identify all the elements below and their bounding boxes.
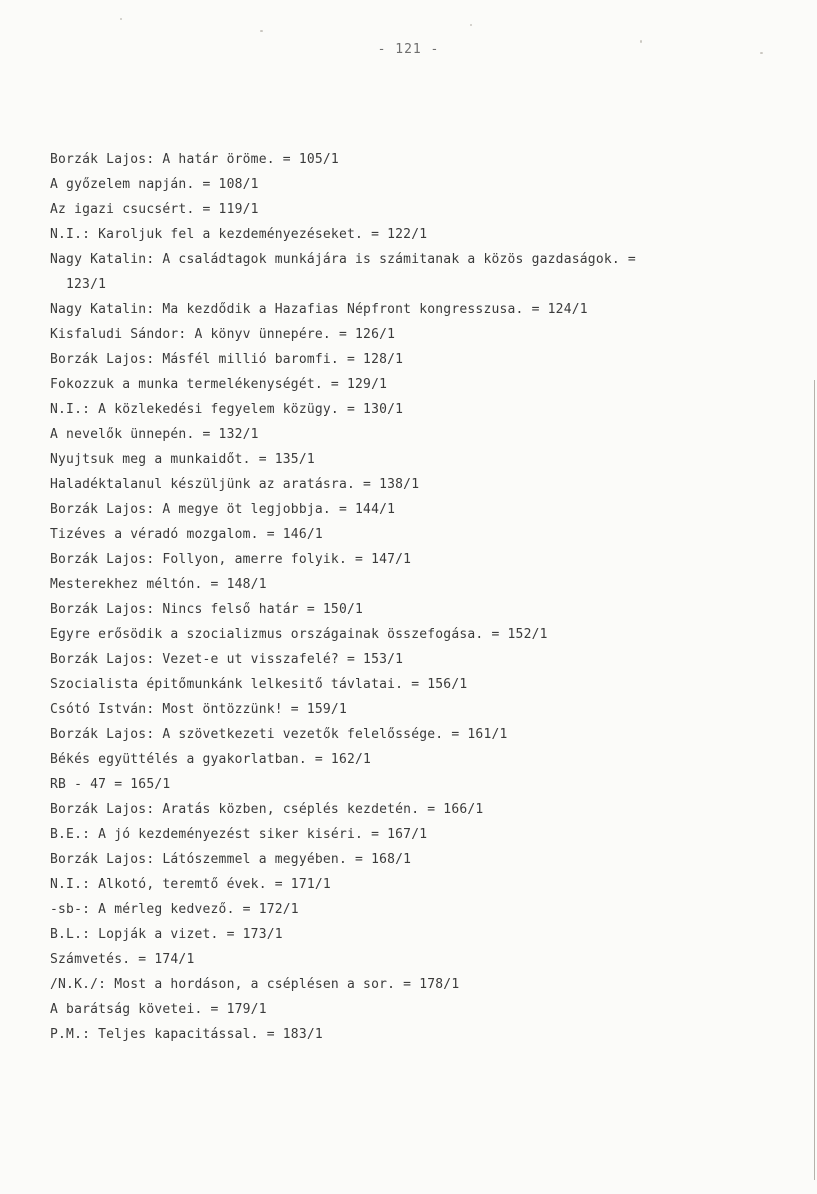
list-item: B.E.: A jó kezdeményezést siker kiséri. = 167/1 bbox=[50, 827, 428, 842]
list-item: /N.K./: Most a hordáson, a cséplésen a sor. = 178/1 bbox=[50, 977, 460, 992]
list-item: A győzelem napján. = 108/1 bbox=[50, 177, 259, 192]
list-item: Tizéves a véradó mozgalom. = 146/1 bbox=[50, 527, 323, 542]
list-item: A nevelők ünnepén. = 132/1 bbox=[50, 427, 259, 442]
list-item: Békés együttélés a gyakorlatban. = 162/1 bbox=[50, 752, 372, 767]
list-item: N.I.: Alkotó, teremtő évek. = 171/1 bbox=[50, 877, 331, 892]
list-item: Számvetés. = 174/1 bbox=[50, 952, 195, 967]
list-item: Borzák Lajos: Follyon, amerre folyik. = 147/1 bbox=[50, 552, 412, 567]
list-item: Fokozzuk a munka termelékenységét. = 129/1 bbox=[50, 377, 388, 392]
list-item: Mesterekhez méltón. = 148/1 bbox=[50, 577, 267, 592]
page-number: - 121 - bbox=[377, 42, 440, 57]
list-item: Szocialista épitőmunkánk lelkesitő távlatai. = 156/1 bbox=[50, 677, 468, 692]
list-item: Az igazi csucsért. = 119/1 bbox=[50, 202, 259, 217]
list-item: N.I.: A közlekedési fegyelem közügy. = 130/1 bbox=[50, 402, 404, 417]
list-item: Borzák Lajos: Látószemmel a megyében. = 168/1 bbox=[50, 852, 412, 867]
list-item: Csótó István: Most öntözzünk! = 159/1 bbox=[50, 702, 347, 717]
list-item: Borzák Lajos: Vezet-e ut visszafelé? = 153/1 bbox=[50, 652, 404, 667]
list-item: Borzák Lajos: Nincs felső határ = 150/1 bbox=[50, 602, 364, 617]
list-item: N.I.: Karoljuk fel a kezdeményezéseket. = 122/1 bbox=[50, 227, 428, 242]
list-item: Nagy Katalin: A családtagok munkájára is számitanak a közös gazdaságok. = bbox=[50, 252, 636, 267]
scan-edge-line bbox=[814, 380, 815, 1180]
scan-speck bbox=[640, 40, 642, 43]
bibliography-list bbox=[50, 150, 790, 1050]
list-item: Borzák Lajos: Másfél millió baromfi. = 128/1 bbox=[50, 352, 404, 367]
list-item: A barátság követei. = 179/1 bbox=[50, 1002, 267, 1017]
list-item: Borzák Lajos: A megye öt legjobbja. = 144/1 bbox=[50, 502, 396, 517]
list-item: Borzák Lajos: Aratás közben, cséplés kezdetén. = 166/1 bbox=[50, 802, 484, 817]
scan-speck bbox=[470, 24, 472, 26]
list-item: Egyre erősödik a szocializmus országainak összefogása. = 152/1 bbox=[50, 627, 548, 642]
list-item-continuation: 123/1 bbox=[66, 277, 107, 292]
list-item: -sb-: A mérleg kedvező. = 172/1 bbox=[50, 902, 299, 917]
scan-speck bbox=[260, 30, 263, 32]
list-item: Haladéktalanul készüljünk az aratásra. = 138/1 bbox=[50, 477, 420, 492]
list-item: Kisfaludi Sándor: A könyv ünnepére. = 126/1 bbox=[50, 327, 396, 342]
list-item: Borzák Lajos: A határ öröme. = 105/1 bbox=[50, 152, 339, 167]
list-item: Borzák Lajos: A szövetkezeti vezetők felelőssége. = 161/1 bbox=[50, 727, 508, 742]
scan-speck bbox=[120, 18, 122, 20]
scan-speck bbox=[760, 52, 763, 54]
list-item: B.L.: Lopják a vizet. = 173/1 bbox=[50, 927, 283, 942]
list-item: Nagy Katalin: Ma kezdődik a Hazafias Népfront kongresszusa. = 124/1 bbox=[50, 302, 588, 317]
list-item: Nyujtsuk meg a munkaidőt. = 135/1 bbox=[50, 452, 315, 467]
list-item: RB - 47 = 165/1 bbox=[50, 777, 171, 792]
list-item: P.M.: Teljes kapacitással. = 183/1 bbox=[50, 1027, 323, 1042]
